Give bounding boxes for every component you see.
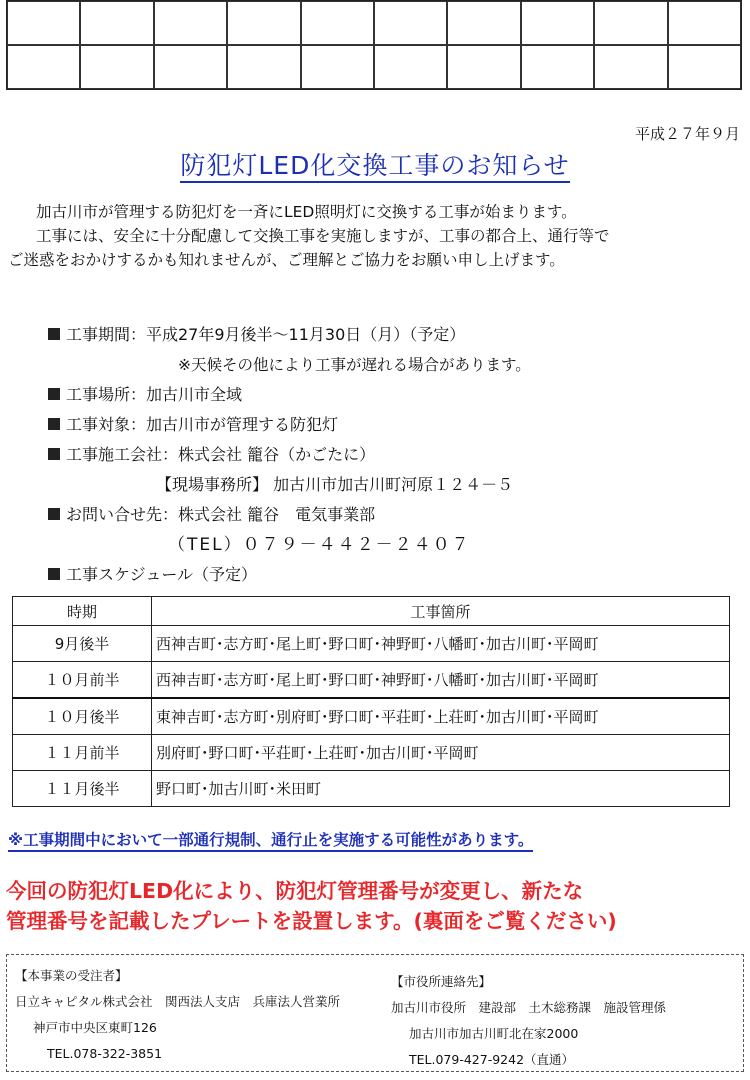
- contractor-address: 神戸市中央区東町126: [33, 1020, 157, 1035]
- table-row: [13, 735, 730, 771]
- stamp-grid: [6, 0, 742, 90]
- header-period: 時期: [13, 597, 152, 626]
- page-title: [0, 146, 750, 182]
- intro-line-3: ご迷惑をおかけするかも知れませんが、ご理解とご協力をお願い申し上げます。: [8, 251, 565, 269]
- header-places: 工事箇所: [152, 597, 730, 626]
- inquiry-tel: （TEL）０７９－４４２－２４０７: [168, 535, 471, 555]
- title-text: 防犯灯LED化交換工事のお知らせ: [180, 151, 569, 183]
- stamp-cell: [227, 1, 300, 45]
- plate-notice-line-2: 管理番号を記載したプレートを設置します。(裏面をご覧ください): [6, 909, 617, 933]
- stamp-cell: [80, 45, 153, 89]
- bullet-square-icon: [48, 448, 60, 460]
- contractor-tel: TEL.078-322-3851: [47, 1046, 163, 1061]
- schedule-label-text: 工事スケジュール（予定）: [66, 565, 258, 584]
- stamp-cell: [227, 45, 300, 89]
- stamp-cell: [447, 1, 520, 45]
- stamp-cell: [301, 45, 374, 89]
- city-address: 加古川市加古川町北在家2000: [409, 1026, 579, 1041]
- detail-period: [48, 320, 531, 350]
- stamp-cell: [154, 1, 227, 45]
- city-contact: [391, 963, 666, 1073]
- stamp-cell: [154, 45, 227, 89]
- row-period: １１月前半: [13, 735, 152, 771]
- stamp-cell: [521, 1, 594, 45]
- contractor-heading: 【本事業の受注者】: [15, 968, 128, 983]
- schedule-table: [12, 596, 730, 807]
- stamp-cell: [668, 1, 741, 45]
- row-places: 東神吉町･志方町･別府町･野口町･平荘町･上荘町･加古川町･平岡町: [152, 698, 730, 735]
- intro-line-2: 工事には、安全に十分配慮して交換工事を実施しますが、工事の都合上、通行等で: [36, 227, 610, 245]
- row-places: 西神吉町･志方町･尾上町･野口町･神野町･八幡町･加古川町･平岡町: [152, 662, 730, 699]
- detail-inquiry: [48, 500, 531, 530]
- city-heading: 【市役所連絡先】: [391, 974, 492, 989]
- detail-place: [48, 380, 531, 410]
- issue-date: 平成２７年９月: [634, 125, 740, 143]
- stamp-cell: [521, 45, 594, 89]
- bullet-square-icon: [48, 568, 60, 580]
- site-office: 【現場事務所】 加古川市加古川町河原１２４－５: [156, 475, 514, 494]
- contractor-text: 工事施工会社：株式会社 籠谷（かごたに）: [66, 445, 376, 464]
- stamp-cell: [7, 1, 80, 45]
- stamp-cell: [668, 45, 741, 89]
- table-row: [13, 662, 730, 699]
- row-period: １１月後半: [13, 771, 152, 807]
- traffic-notice: ※工事期間中において一部通行規制、通行止を実施する可能性があります。: [8, 828, 533, 852]
- stamp-cell: [594, 1, 667, 45]
- stamp-cell: [80, 1, 153, 45]
- intro-line-1: 加古川市が管理する防犯灯を一斉にLED照明灯に交換する工事が始まります。: [36, 203, 577, 221]
- work-details: [48, 320, 531, 590]
- period-text: 工事期間：平成27年9月後半～11月30日（月）（予定）: [66, 325, 466, 344]
- period-note: ※天候その他により工事が遅れる場合があります。: [178, 356, 531, 374]
- table-row: [13, 626, 730, 662]
- row-places: 西神吉町･志方町･尾上町･野口町･神野町･八幡町･加古川町･平岡町: [152, 626, 730, 662]
- table-row: [13, 698, 730, 735]
- table-header-row: [13, 597, 730, 626]
- row-period: １０月後半: [13, 698, 152, 735]
- plate-notice-line-1: 今回の防犯灯LED化により、防犯灯管理番号が変更し、新たな: [6, 879, 584, 903]
- city-tel: TEL.079-427-9242（直通）: [409, 1052, 575, 1067]
- bullet-square-icon: [48, 328, 60, 340]
- stamp-cell: [374, 1, 447, 45]
- table-row: [13, 771, 730, 807]
- plate-notice: [6, 876, 617, 936]
- contact-box: [6, 954, 744, 1072]
- row-period: １０月前半: [13, 662, 152, 699]
- bullet-square-icon: [48, 388, 60, 400]
- stamp-cell: [374, 45, 447, 89]
- stamp-cell: [7, 45, 80, 89]
- place-text: 工事場所：加古川市全域: [66, 385, 243, 404]
- bullet-square-icon: [48, 418, 60, 430]
- detail-target: [48, 410, 531, 440]
- stamp-cell: [594, 45, 667, 89]
- contractor-company: 日立キャピタル株式会社 関西法人支店 兵庫法人営業所: [15, 994, 341, 1009]
- detail-contractor: [48, 440, 531, 470]
- row-places: 別府町･野口町･平荘町･上荘町･加古川町･平岡町: [152, 735, 730, 771]
- target-text: 工事対象：加古川市が管理する防犯灯: [66, 415, 339, 434]
- row-places: 野口町･加古川町･米田町: [152, 771, 730, 807]
- intro-text: [8, 200, 742, 272]
- row-period: 9月後半: [13, 626, 152, 662]
- stamp-cell: [447, 45, 520, 89]
- detail-schedule-label: [48, 560, 531, 590]
- bullet-square-icon: [48, 508, 60, 520]
- inquiry-text: お問い合せ先：株式会社 籠谷 電気事業部: [66, 505, 376, 524]
- city-office: 加古川市役所 建設部 土木総務課 施設管理係: [391, 1000, 667, 1015]
- stamp-cell: [301, 1, 374, 45]
- contractor-contact: [15, 963, 340, 1067]
